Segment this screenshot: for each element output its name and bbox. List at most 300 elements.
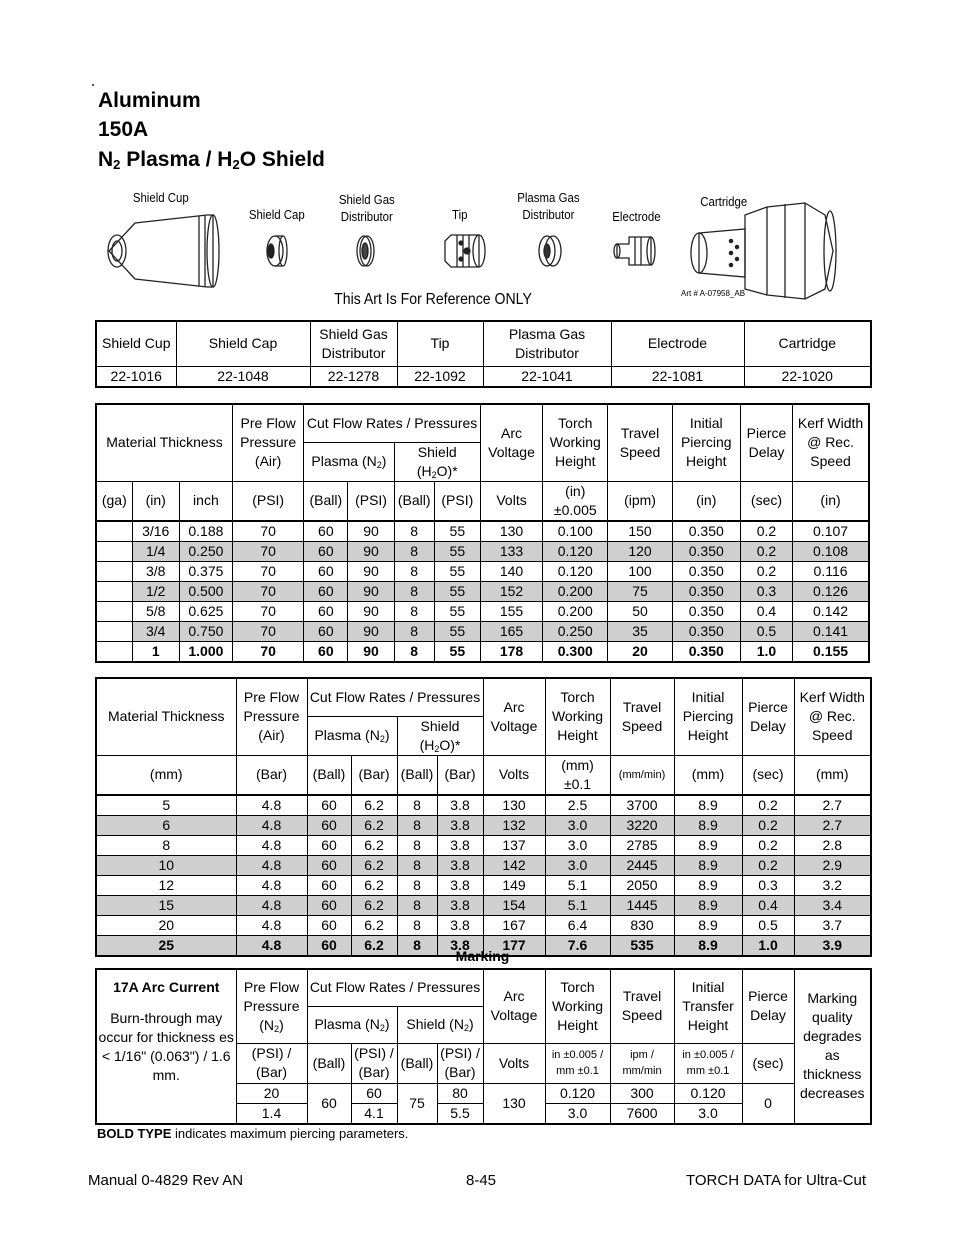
unit-cell: inch (179, 481, 232, 521)
table-cell: 3.8 (437, 935, 483, 956)
table-cell: 70 (233, 582, 304, 602)
table-cell: 60 (307, 895, 351, 915)
table-row (96, 875, 871, 895)
kerf-header: Kerf Width @ Rec. Speed (794, 678, 871, 755)
material-thickness-header: Material Thickness (96, 404, 233, 481)
reference-note: This Art Is For Reference ONLY (334, 291, 532, 308)
inch-rows (96, 521, 869, 662)
unit-cell: (mm) (794, 755, 871, 795)
footer-page-number: 8-45 (466, 1172, 497, 1189)
table-cell: 3700 (610, 795, 674, 816)
table-cell: 8 (96, 835, 236, 855)
unit-cell: ipm / mm/min (610, 1043, 674, 1083)
table-cell: 60 (304, 562, 348, 582)
table-cell: 60 (351, 1083, 397, 1103)
table-cell: 0.2 (740, 521, 792, 542)
table-cell: 90 (348, 602, 394, 622)
table-cell: 142 (483, 855, 545, 875)
table-row (96, 642, 869, 663)
table-cell: 4.8 (236, 795, 307, 816)
table-cell: 2.9 (794, 855, 871, 875)
table-row (96, 542, 869, 562)
table-row (96, 835, 871, 855)
unit-cell: (Ball) (307, 755, 351, 795)
table-cell: 8.9 (674, 875, 742, 895)
parts-header: Cartridge (744, 321, 871, 366)
table-cell: 3.8 (437, 875, 483, 895)
table-cell: 1.000 (179, 642, 232, 663)
unit-cell: (ga) (96, 481, 132, 521)
table-cell: 60 (307, 815, 351, 835)
page-title-current: 150A (98, 118, 149, 141)
parts-header: Plasma Gas Distributor (483, 321, 611, 366)
table-cell: 0.250 (179, 542, 232, 562)
table-cell: 0.108 (793, 542, 869, 562)
cut-flow-header: Cut Flow Rates / Pressures (304, 404, 481, 442)
table-cell: 90 (348, 642, 394, 663)
table-cell: 1/2 (132, 582, 179, 602)
table-cell: 8.9 (674, 855, 742, 875)
table-cell: 3.2 (794, 875, 871, 895)
table-cell: 55 (434, 622, 480, 642)
table-cell: 0.200 (543, 582, 608, 602)
table-cell: 2.7 (794, 815, 871, 835)
table-row (96, 602, 869, 622)
table-cell: 8.9 (674, 915, 742, 935)
table-cell: 0.3 (740, 582, 792, 602)
table-cell: 55 (434, 602, 480, 622)
table-cell: 60 (307, 835, 351, 855)
label-cartridge: Cartridge (700, 194, 748, 209)
table-row (96, 915, 871, 935)
table-cell: 1 (132, 642, 179, 663)
shield-header: Shield $(H_2O)*$ (397, 716, 483, 755)
label-tip: Tip (452, 207, 468, 222)
table-cell: 12 (96, 875, 236, 895)
table-cell: 90 (348, 582, 394, 602)
table-cell: 0.350 (672, 622, 740, 642)
table-cell: 3.9 (794, 935, 871, 956)
table-cell: 0.375 (179, 562, 232, 582)
unit-cell: (PSI) / (Bar) (236, 1043, 307, 1083)
label-shield-cap: Shield Cap (248, 207, 305, 222)
table-cell: 7.6 (545, 935, 610, 956)
table-cell: 0.2 (740, 562, 792, 582)
parts-header: Tip (397, 321, 483, 366)
table-cell: 0.2 (742, 795, 794, 816)
table-cell: 167 (483, 915, 545, 935)
unit-cell: Volts (483, 1043, 545, 1083)
table-cell: 60 (307, 1083, 351, 1124)
table-cell: 4.1 (351, 1103, 397, 1124)
page-title-material: Aluminum (98, 89, 201, 112)
table-cell: 60 (304, 602, 348, 622)
table-cell: 6.2 (351, 935, 397, 956)
table-cell: 1/4 (132, 542, 179, 562)
table-cell: 0.120 (543, 542, 608, 562)
table-cell: 0.107 (793, 521, 869, 542)
unit-cell: (Ball) (397, 755, 437, 795)
unit-cell: in ±0.005 / mm ±0.1 (674, 1043, 742, 1083)
table-cell (96, 642, 132, 663)
table-cell: 3.8 (437, 895, 483, 915)
table-cell: 137 (483, 835, 545, 855)
table-cell: 60 (304, 521, 348, 542)
table-cell: 7600 (610, 1103, 674, 1124)
table-cell: 154 (483, 895, 545, 915)
initial-transfer-header: Initial Transfer Height (674, 969, 742, 1043)
table-cell: 0.625 (179, 602, 232, 622)
part-number: 22-1048 (176, 366, 310, 387)
unit-cell: (Bar) (236, 755, 307, 795)
table-cell: 0.350 (672, 642, 740, 663)
table-cell: 3.0 (545, 855, 610, 875)
kerf-header: Kerf Width @ Rec. Speed (793, 404, 869, 481)
table-cell: 8.9 (674, 795, 742, 816)
table-cell: 8 (397, 855, 437, 875)
table-row (96, 815, 871, 835)
table-row (96, 582, 869, 602)
unit-cell: (in) (672, 481, 740, 521)
table-cell: 60 (307, 875, 351, 895)
table-cell: 8.9 (674, 835, 742, 855)
table-cell: 0.4 (742, 895, 794, 915)
marking-title: Marking (455, 948, 510, 964)
pre-flow-header: Pre Flow Pressure (Air) (233, 404, 304, 481)
table-cell: 6.2 (351, 795, 397, 816)
table-cell: 8 (394, 622, 434, 642)
table-cell: 0.300 (543, 642, 608, 663)
unit-cell: (Ball) (304, 481, 348, 521)
table-cell: 90 (348, 542, 394, 562)
table-cell: 1.4 (236, 1103, 307, 1124)
inch-parameters-table (95, 403, 870, 663)
table-cell: 1445 (610, 895, 674, 915)
unit-cell: (PSI) / (Bar) (351, 1043, 397, 1083)
table-cell: 6.4 (545, 915, 610, 935)
table-row (96, 855, 871, 875)
page-title-gases: $N_2$ Plasma / $H_2O$ Shield (98, 148, 325, 172)
table-cell: 4.8 (236, 915, 307, 935)
table-cell: 8 (397, 795, 437, 816)
table-cell: 150 (608, 521, 672, 542)
table-cell: 0.750 (179, 622, 232, 642)
table-cell: 2785 (610, 835, 674, 855)
table-cell: 8 (394, 562, 434, 582)
shield-cap-drawing (267, 236, 287, 266)
arc-current-label: 17A Arc Current (113, 979, 220, 995)
table-cell: 4.8 (236, 855, 307, 875)
table-cell: 5.1 (545, 875, 610, 895)
table-cell: 0.141 (793, 622, 869, 642)
unit-cell: (PSI) (434, 481, 480, 521)
table-cell: 8 (397, 815, 437, 835)
table-cell: 50 (608, 602, 672, 622)
pre-flow-header: Pre Flow Pressure $(N_2)$ (236, 969, 307, 1043)
table-cell: 55 (434, 582, 480, 602)
table-cell: 0.350 (672, 521, 740, 542)
table-cell: 0.3 (742, 875, 794, 895)
parts-table (95, 320, 872, 388)
unit-cell: (Bar) (437, 755, 483, 795)
part-number: 22-1016 (96, 366, 176, 387)
table-cell: 90 (348, 622, 394, 642)
label-plasma-gas-distributor: Plasma Gas Distributor (517, 190, 580, 222)
unit-cell: (ipm) (608, 481, 672, 521)
unit-cell: (sec) (740, 481, 792, 521)
bold-type-note: BOLD TYPE indicates maximum piercing parameters. (97, 1126, 409, 1141)
unit-cell: (Ball) (397, 1043, 437, 1083)
unit-cell: (mm) (96, 755, 236, 795)
table-cell: 1.0 (740, 642, 792, 663)
travel-speed-header: Travel Speed (608, 404, 672, 481)
arc-voltage-header: Arc Voltage (483, 678, 545, 755)
shield-cup-drawing (108, 215, 219, 287)
table-cell: 0.350 (672, 562, 740, 582)
table-cell: 6.2 (351, 835, 397, 855)
table-cell: 0.200 (543, 602, 608, 622)
table-cell: 2.5 (545, 795, 610, 816)
table-cell: 60 (307, 795, 351, 816)
table-cell: 3.0 (545, 835, 610, 855)
cut-flow-header: Cut Flow Rates / Pressures (307, 678, 483, 716)
table-cell: 2445 (610, 855, 674, 875)
table-cell: 4.8 (236, 895, 307, 915)
table-cell: 3.4 (794, 895, 871, 915)
pre-flow-header: Pre Flow Pressure (Air) (236, 678, 307, 755)
table-cell: 55 (434, 642, 480, 663)
table-cell: 177 (483, 935, 545, 956)
table-cell: 6.2 (351, 875, 397, 895)
table-cell: 5/8 (132, 602, 179, 622)
table-cell: 15 (96, 895, 236, 915)
table-cell: 2050 (610, 875, 674, 895)
table-cell: 6.2 (351, 815, 397, 835)
table-cell: 1.0 (742, 935, 794, 956)
cartridge-drawing (691, 203, 836, 299)
shield-gas-distributor-drawing (357, 236, 374, 266)
unit-cell: (PSI) / (Bar) (437, 1043, 483, 1083)
unit-cell: (mm/min) (610, 755, 674, 795)
table-cell: 3.8 (437, 815, 483, 835)
unit-cell: Volts (480, 481, 542, 521)
table-cell: 8 (394, 521, 434, 542)
part-number: 22-1092 (397, 366, 483, 387)
pierce-delay-header: Pierce Delay (742, 678, 794, 755)
parts-header: Electrode (611, 321, 744, 366)
table-cell (96, 542, 132, 562)
unit-cell: (Ball) (307, 1043, 351, 1083)
table-cell: 0.2 (740, 542, 792, 562)
table-cell: 152 (480, 582, 542, 602)
torch-height-header: Torch Working Height (545, 678, 610, 755)
travel-speed-header: Travel Speed (610, 969, 674, 1043)
torch-height-header: Torch Working Height (545, 969, 610, 1043)
plasma-gas-distributor-drawing (539, 236, 561, 266)
plasma-header: Plasma $(N_2)$ (304, 442, 394, 481)
table-cell: 3.0 (545, 815, 610, 835)
table-cell: 8 (397, 835, 437, 855)
table-cell: 70 (233, 602, 304, 622)
burn-through-note: Burn-through may occur for thickness es < 1/16" (0.063") / 1.6 mm. (98, 1010, 234, 1083)
table-cell: 8 (397, 895, 437, 915)
table-cell: 5.5 (437, 1103, 483, 1124)
table-cell: 300 (610, 1083, 674, 1103)
table-cell: 0 (742, 1083, 794, 1124)
table-cell: 75 (608, 582, 672, 602)
initial-pierce-header: Initial Piercing Height (674, 678, 742, 755)
table-cell (96, 622, 132, 642)
shield-header: Shield $(H_2O)*$ (394, 442, 480, 481)
table-cell: 3.8 (437, 915, 483, 935)
table-cell: 165 (480, 622, 542, 642)
table-row (96, 895, 871, 915)
table-cell: 0.126 (793, 582, 869, 602)
table-cell: 20 (608, 642, 672, 663)
table-cell: 0.5 (740, 622, 792, 642)
table-cell: 0.2 (742, 835, 794, 855)
table-row (96, 521, 869, 542)
table-cell: 3220 (610, 815, 674, 835)
metric-rows (96, 795, 871, 956)
consumables-art (95, 185, 870, 315)
table-cell: 0.188 (179, 521, 232, 542)
table-cell: 132 (483, 815, 545, 835)
table-cell (96, 521, 132, 542)
tip-drawing (445, 235, 485, 267)
table-cell: 8.9 (674, 935, 742, 956)
shield-header: Shield $(N_2)$ (397, 1006, 483, 1043)
table-cell: 0.500 (179, 582, 232, 602)
table-cell: 6.2 (351, 895, 397, 915)
table-cell: 8 (397, 915, 437, 935)
electrode-drawing (614, 237, 655, 265)
table-cell: 4.8 (236, 835, 307, 855)
table-cell: 3.7 (794, 915, 871, 935)
table-cell: 0.120 (545, 1083, 610, 1103)
table-cell: 130 (480, 521, 542, 542)
table-cell (96, 582, 132, 602)
table-cell: 55 (434, 542, 480, 562)
art-number: Art # A-07958_AB (681, 289, 746, 298)
table-cell: 70 (233, 622, 304, 642)
table-cell: 0.120 (674, 1083, 742, 1103)
table-cell (96, 562, 132, 582)
metric-parameters-table (95, 677, 872, 957)
table-cell: 140 (480, 562, 542, 582)
table-cell: 178 (480, 642, 542, 663)
table-cell: 0.2 (742, 855, 794, 875)
table-cell: 55 (434, 521, 480, 542)
table-cell: 60 (307, 915, 351, 935)
table-cell: 130 (483, 1083, 545, 1124)
label-shield-gas-distributor: Shield Gas Distributor (338, 192, 395, 224)
table-cell: 8.9 (674, 895, 742, 915)
table-cell: 8 (394, 582, 434, 602)
parts-header: Shield Gas Distributor (310, 321, 397, 366)
table-cell: 0.4 (740, 602, 792, 622)
table-cell: 6.2 (351, 915, 397, 935)
table-cell: 3.0 (674, 1103, 742, 1124)
table-cell: 6.2 (351, 855, 397, 875)
table-cell: 60 (307, 935, 351, 956)
page-mark (92, 84, 94, 86)
table-cell: 3.8 (437, 855, 483, 875)
table-cell: 0.116 (793, 562, 869, 582)
table-cell: 133 (480, 542, 542, 562)
table-cell: 70 (233, 562, 304, 582)
table-cell: 60 (304, 622, 348, 642)
unit-cell: (Ball) (394, 481, 434, 521)
arc-voltage-header: Arc Voltage (483, 969, 545, 1043)
table-cell: 90 (348, 521, 394, 542)
table-cell: 20 (96, 915, 236, 935)
unit-cell: (mm) (674, 755, 742, 795)
table-cell: 20 (236, 1083, 307, 1103)
unit-cell: (Bar) (351, 755, 397, 795)
parts-header: Shield Cup (96, 321, 176, 366)
table-cell (96, 602, 132, 622)
table-cell: 0.5 (742, 915, 794, 935)
table-cell: 8.9 (674, 815, 742, 835)
table-cell: 6 (96, 815, 236, 835)
unit-cell: (sec) (742, 1043, 794, 1083)
table-cell: 3.0 (545, 1103, 610, 1124)
table-cell: 70 (233, 521, 304, 542)
table-cell: 3.8 (437, 835, 483, 855)
table-cell: 3/8 (132, 562, 179, 582)
table-cell: 8 (394, 602, 434, 622)
table-cell: 8 (397, 935, 437, 956)
table-cell: 8 (394, 642, 434, 663)
plasma-header: Plasma $(N_2)$ (307, 716, 397, 755)
table-cell: 2.8 (794, 835, 871, 855)
table-cell: 130 (483, 795, 545, 816)
table-cell: 75 (397, 1083, 437, 1124)
table-cell: 0.100 (543, 521, 608, 542)
part-number: 22-1278 (310, 366, 397, 387)
table-cell: 5 (96, 795, 236, 816)
unit-cell: (in) ±0.005 (543, 481, 608, 521)
label-shield-cup: Shield Cup (132, 190, 189, 205)
travel-speed-header: Travel Speed (610, 678, 674, 755)
table-cell: 0.350 (672, 582, 740, 602)
table-cell: 4.8 (236, 875, 307, 895)
table-cell: 60 (304, 542, 348, 562)
table-row (96, 562, 869, 582)
table-cell: 70 (233, 542, 304, 562)
table-cell: 0.120 (543, 562, 608, 582)
table-cell: 55 (434, 562, 480, 582)
table-cell: 60 (307, 855, 351, 875)
part-number: 22-1041 (483, 366, 611, 387)
parts-header: Shield Cap (176, 321, 310, 366)
table-row (96, 622, 869, 642)
table-cell: 535 (610, 935, 674, 956)
table-cell: 155 (480, 602, 542, 622)
units-row (96, 755, 871, 795)
table-cell: 830 (610, 915, 674, 935)
table-cell: 35 (608, 622, 672, 642)
unit-cell: (in) (793, 481, 869, 521)
table-cell: 4.8 (236, 935, 307, 956)
label-electrode: Electrode (612, 209, 661, 224)
unit-cell: (mm) ±0.1 (545, 755, 610, 795)
torch-height-header: Torch Working Height (543, 404, 608, 481)
table-cell: 3/4 (132, 622, 179, 642)
unit-cell: in ±0.005 / mm ±0.1 (545, 1043, 610, 1083)
table-cell: 0.155 (793, 642, 869, 663)
